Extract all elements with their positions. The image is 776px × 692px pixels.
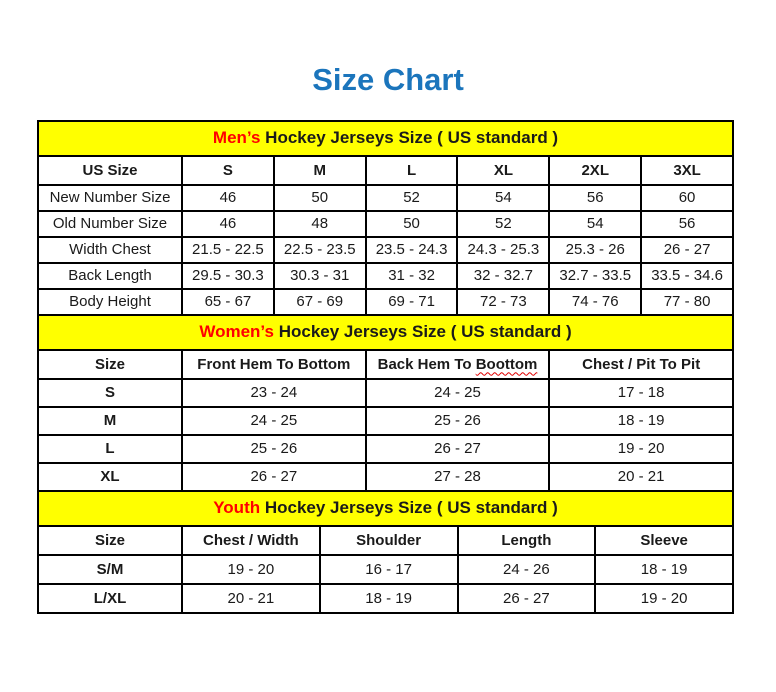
- youth-section-heading-row: [38, 491, 733, 526]
- size-value: 24 - 25: [366, 379, 550, 407]
- size-value: 19 - 20: [549, 435, 733, 463]
- column-header: S: [182, 156, 274, 185]
- row-label: New Number Size: [38, 185, 182, 211]
- column-header: Chest / Pit To Pit: [549, 350, 733, 379]
- size-value: 54: [457, 185, 549, 211]
- size-value: 56: [641, 211, 733, 237]
- size-value: 18 - 19: [549, 407, 733, 435]
- column-header: Size: [38, 350, 182, 379]
- size-value: 65 - 67: [182, 289, 274, 315]
- womens-heading-text: Hockey Jerseys Size ( US standard ): [273, 322, 572, 342]
- size-value: 31 - 32: [366, 263, 458, 289]
- size-value: 18 - 19: [320, 584, 458, 613]
- size-value: 19 - 20: [595, 584, 733, 613]
- row-label: S: [38, 379, 182, 407]
- column-header: Length: [458, 526, 596, 555]
- size-value: 24.3 - 25.3: [457, 237, 549, 263]
- table-row: [38, 407, 733, 435]
- size-value: 54: [549, 211, 641, 237]
- size-value: 23 - 24: [182, 379, 366, 407]
- size-value: 29.5 - 30.3: [182, 263, 274, 289]
- row-label: Back Length: [38, 263, 182, 289]
- size-value: 46: [182, 185, 274, 211]
- size-value: 27 - 28: [366, 463, 550, 491]
- size-value: 16 - 17: [320, 555, 458, 584]
- size-value: 26 - 27: [641, 237, 733, 263]
- size-value: 21.5 - 22.5: [182, 237, 274, 263]
- table-row: [38, 211, 733, 237]
- column-header: 2XL: [549, 156, 641, 185]
- youth-heading-red-text: Youth: [213, 498, 261, 518]
- mens-heading-red-text: Men’s: [212, 128, 261, 148]
- row-label: L: [38, 435, 182, 463]
- size-chart: [37, 120, 734, 614]
- size-value: 74 - 76: [549, 289, 641, 315]
- table-row: [38, 555, 733, 584]
- column-header: Chest / Width: [182, 526, 320, 555]
- size-value: 26 - 27: [458, 584, 596, 613]
- row-label: XL: [38, 463, 182, 491]
- mens-heading-text: Hockey Jerseys Size ( US standard ): [260, 128, 559, 148]
- size-value: 25 - 26: [366, 407, 550, 435]
- column-header: XL: [457, 156, 549, 185]
- size-value: 32.7 - 33.5: [549, 263, 641, 289]
- youth-header-row: [38, 526, 733, 555]
- column-header: Size: [38, 526, 182, 555]
- row-label: M: [38, 407, 182, 435]
- size-value: 52: [457, 211, 549, 237]
- youth-size-table: [37, 490, 734, 614]
- column-header: M: [274, 156, 366, 185]
- size-value: 48: [274, 211, 366, 237]
- size-value: 25.3 - 26: [549, 237, 641, 263]
- column-header: 3XL: [641, 156, 733, 185]
- size-value: 77 - 80: [641, 289, 733, 315]
- row-label: Body Height: [38, 289, 182, 315]
- womens-header-row: [38, 350, 733, 379]
- column-header: Sleeve: [595, 526, 733, 555]
- size-value: 60: [641, 185, 733, 211]
- size-value: 19 - 20: [182, 555, 320, 584]
- womens-section-heading-row: [38, 315, 733, 350]
- size-value: 26 - 27: [182, 463, 366, 491]
- misspelled-word: Boottom: [475, 355, 538, 373]
- size-value: 18 - 19: [595, 555, 733, 584]
- row-label: L/XL: [38, 584, 182, 613]
- size-value: 72 - 73: [457, 289, 549, 315]
- table-row: [38, 237, 733, 263]
- table-row: [38, 463, 733, 491]
- size-value: 25 - 26: [182, 435, 366, 463]
- size-value: 67 - 69: [274, 289, 366, 315]
- mens-section-heading-row: [38, 121, 733, 156]
- size-value: 50: [274, 185, 366, 211]
- size-value: 46: [182, 211, 274, 237]
- size-value: 33.5 - 34.6: [641, 263, 733, 289]
- page-title: Size Chart: [312, 62, 464, 97]
- table-row: [38, 289, 733, 315]
- size-value: 50: [366, 211, 458, 237]
- column-header-text: Back Hem To: [377, 355, 476, 373]
- size-value: 69 - 71: [366, 289, 458, 315]
- row-label: Width Chest: [38, 237, 182, 263]
- size-value: 24 - 25: [182, 407, 366, 435]
- column-header: US Size: [38, 156, 182, 185]
- youth-section-heading: [38, 491, 733, 526]
- size-value: 32 - 32.7: [457, 263, 549, 289]
- mens-header-row: [38, 156, 733, 185]
- womens-size-table: [37, 314, 734, 492]
- column-header: L: [366, 156, 458, 185]
- table-row: [38, 435, 733, 463]
- column-header: Shoulder: [320, 526, 458, 555]
- size-value: 26 - 27: [366, 435, 550, 463]
- row-label: Old Number Size: [38, 211, 182, 237]
- table-row: [38, 379, 733, 407]
- table-row: [38, 263, 733, 289]
- size-value: 20 - 21: [549, 463, 733, 491]
- mens-section-heading: [38, 121, 733, 156]
- column-header: Front Hem To Bottom: [182, 350, 366, 379]
- size-value: 56: [549, 185, 641, 211]
- column-header: [366, 350, 550, 379]
- size-value: 22.5 - 23.5: [274, 237, 366, 263]
- size-value: 24 - 26: [458, 555, 596, 584]
- table-row: [38, 185, 733, 211]
- womens-heading-red-text: Women’s: [199, 322, 274, 342]
- size-value: 20 - 21: [182, 584, 320, 613]
- row-label: S/M: [38, 555, 182, 584]
- size-value: 30.3 - 31: [274, 263, 366, 289]
- size-value: 52: [366, 185, 458, 211]
- size-value: 17 - 18: [549, 379, 733, 407]
- mens-size-table: [37, 120, 734, 316]
- womens-section-heading: [38, 315, 733, 350]
- youth-heading-text: Hockey Jerseys Size ( US standard ): [260, 498, 558, 518]
- size-value: 23.5 - 24.3: [366, 237, 458, 263]
- table-row: [38, 584, 733, 613]
